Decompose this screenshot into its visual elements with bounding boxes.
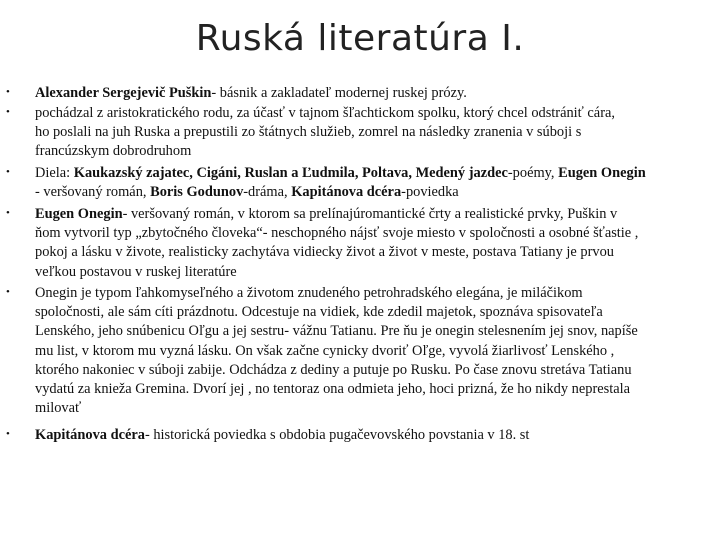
bullet-text-line xyxy=(35,183,459,201)
body-text: veľkou postavou v ruskej literatúre xyxy=(35,263,237,280)
body-text: milovať xyxy=(35,400,82,417)
body-text: mu list, v ktorom mu vyzná lásku. On však začne cynicky dvoriť Oľge, vyvolá žiarlivosť Lenského , xyxy=(35,342,615,359)
bullet-text-line xyxy=(35,361,632,379)
bullet-text-line xyxy=(35,426,529,444)
body-text: ňom vytvoril typ „zbytočného človeka“- neschopného nájsť svoje miesto v spoločnosti a osobné šťastie , xyxy=(35,225,639,242)
body-text: -poviedka xyxy=(401,184,459,201)
body-text: Lenského, jeho snúbenicu Oľgu a jej sestru- vážnu Tatianu. Pre ňu je onegin stelesnením jej snov, napíše xyxy=(35,323,638,340)
bullet-text-line xyxy=(35,263,237,281)
bullet-dot-icon: • xyxy=(6,428,10,440)
bullet-text-line xyxy=(35,142,191,160)
body-text: Diela: xyxy=(35,165,74,181)
bullet-text-line xyxy=(35,322,638,340)
body-text: -dráma, xyxy=(243,184,292,201)
bullet-text-line xyxy=(35,303,603,321)
bullet-text-line xyxy=(35,342,614,360)
bullet-text-line xyxy=(35,284,583,302)
body-text: ktorého nakoniec v súboji zabije. Odchádza z dediny a putuje po Rusku. Po čase znovu stretáva Tatianu xyxy=(35,361,632,378)
bullet-text-line xyxy=(35,84,467,102)
bullet-text-line xyxy=(35,205,617,223)
body-text: francúzskym dobrodruhom xyxy=(35,143,192,160)
bold-text: Kaukazský zajatec, Cigáni, Ruslan a Ľudmila, Poltava, Medený jazdec xyxy=(73,165,508,181)
body-text: - veršovaný román, xyxy=(35,184,151,201)
body-text: pochádzal z aristokratického rodu, za účasť v tajnom šľachtickom spolku, ktorý chcel odstrániť cára, xyxy=(35,105,615,121)
body-text: - veršovaný román, v ktorom sa prelínajúromantické črty a realistické prvky, Puškin v xyxy=(122,206,618,222)
body-text: - historická poviedka s obdobia pugačevovského povstania v 18. st xyxy=(144,427,530,443)
bullet-dot-icon: • xyxy=(6,207,10,219)
bullet-dot-icon: • xyxy=(6,106,10,118)
body-text: ho poslali na juh Ruska a prepustili zo štátnych služieb, zomrel na následky zranenia v súboji s xyxy=(35,124,582,141)
bullet-text-line xyxy=(35,164,646,182)
body-text: -poémy, xyxy=(507,165,559,181)
bold-text: Boris Godunov xyxy=(150,184,244,201)
bold-text: Alexander Sergejevič Puškin xyxy=(35,85,212,101)
bullet-text-line xyxy=(35,380,630,398)
body-text: spoločnosti, ale sám cíti prázdnotu. Odcestuje na vidiek, kde zdedil majetok, spoznáva spisovateľa xyxy=(35,304,603,321)
bullet-dot-icon: • xyxy=(6,166,10,178)
bullet-dot-icon: • xyxy=(6,86,10,98)
bold-text: Kapitánova dcéra xyxy=(35,427,145,443)
bullet-text-line xyxy=(35,224,638,242)
bullet-dot-icon: • xyxy=(6,286,10,298)
bullet-text-line xyxy=(35,399,81,417)
bullet-text-line xyxy=(35,104,615,122)
body-text: vydatú za knieža Gremina. Dvorí jej , no tentoraz ona odmieta jeho, hoci prizná, že ho nikdy neprestala xyxy=(35,381,630,397)
bold-text: Eugen Onegin xyxy=(35,206,123,222)
body-text: Onegin je typom ľahkomyseľného a životom znudeného petrohradského elegána, je miláčikom xyxy=(35,285,583,301)
bullet-text-line xyxy=(35,243,614,261)
body-text: pokoj a lásku v živote, realisticky zachytáva vidiecky život a život v meste, postava Tatiany je prvou xyxy=(35,244,614,261)
body-text: - básnik a zakladateľ modernej ruskej prózy. xyxy=(211,85,467,101)
slide-title: Ruská literatúra I. xyxy=(195,18,525,59)
bold-text: Kapitánova dcéra xyxy=(291,184,402,201)
bullet-text-line xyxy=(35,123,581,141)
bold-text: Eugen Onegin xyxy=(558,165,646,181)
